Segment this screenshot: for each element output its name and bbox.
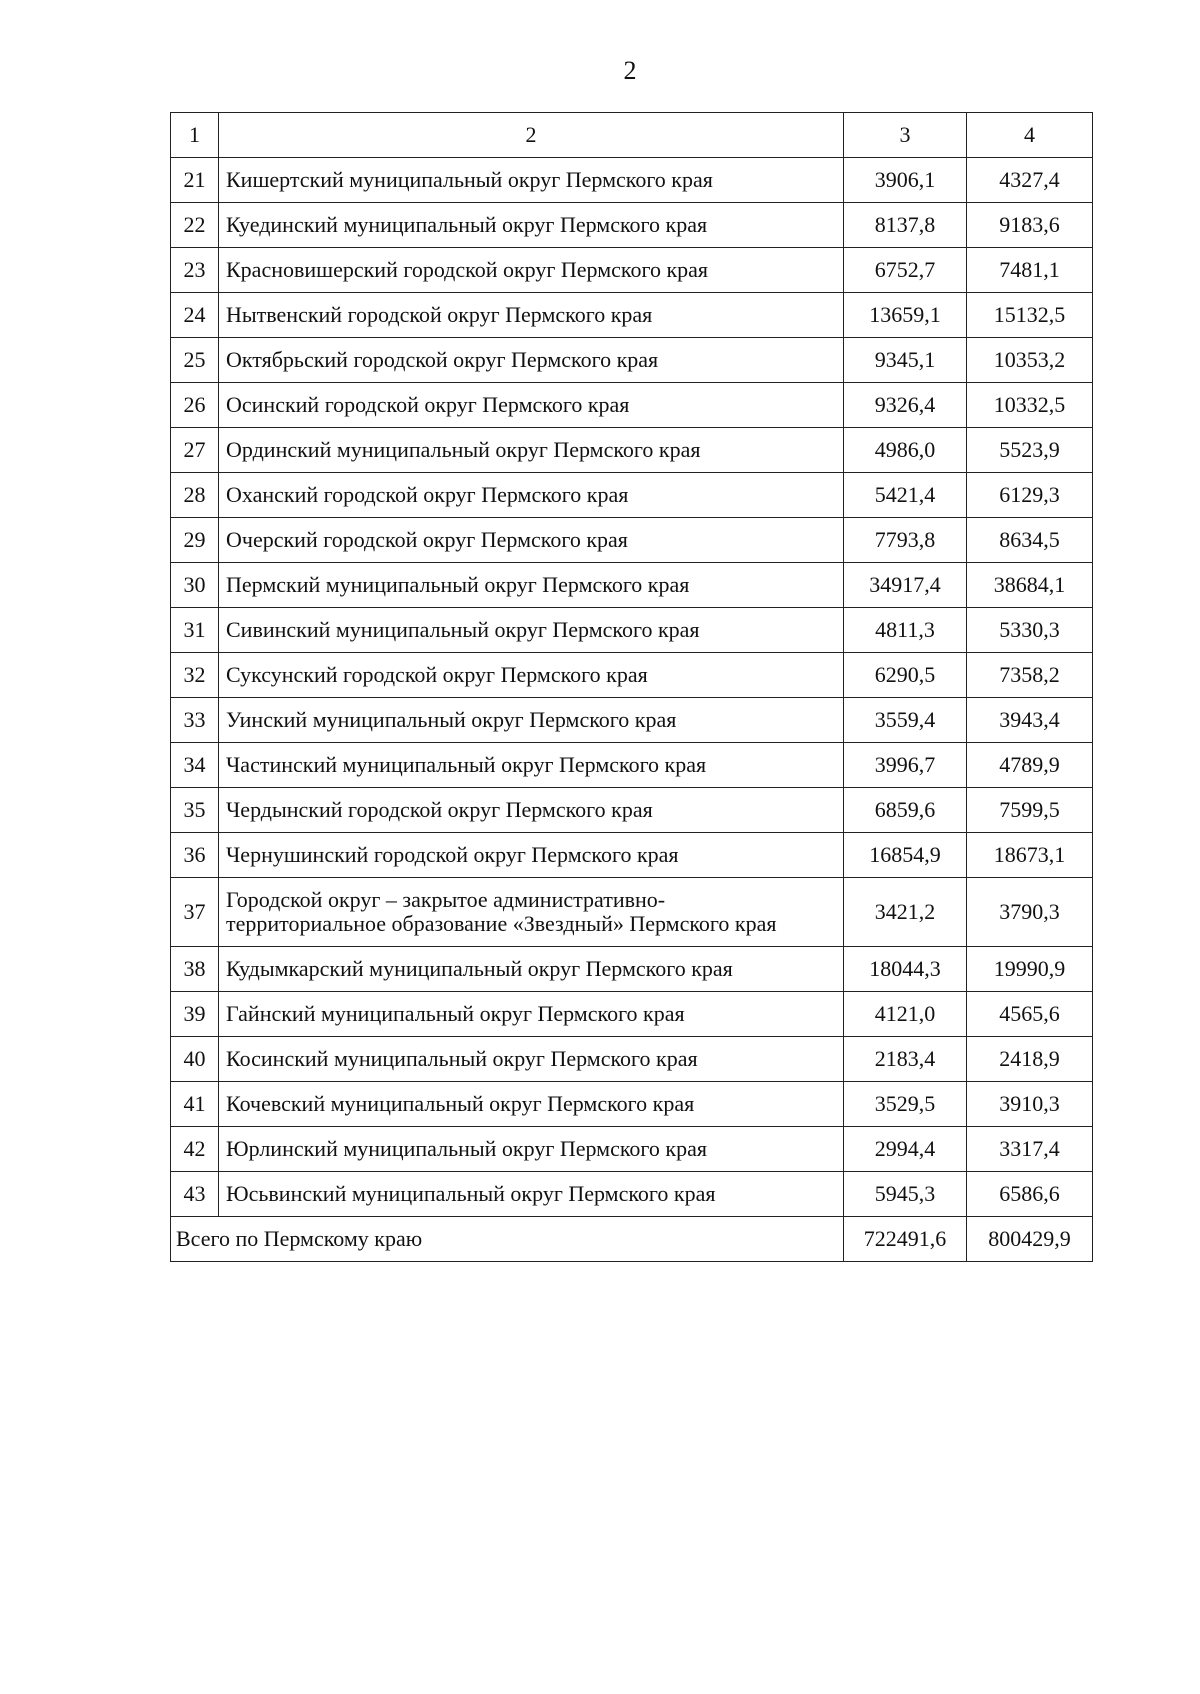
row-number: 42 [171,1127,219,1172]
municipality-name: Кудымкарский муниципальный округ Пермского края [219,947,844,992]
table-row [171,878,1093,947]
value-col4: 18673,1 [967,833,1093,878]
value-col3: 3996,7 [844,743,967,788]
table-row [171,518,1093,563]
municipality-name: Чернушинский городской округ Пермского края [219,833,844,878]
municipality-name: Октябрьский городской округ Пермского края [219,338,844,383]
municipality-name-line2: территориальное образование «Звездный» Пермского края [226,911,777,936]
value-col3: 7793,8 [844,518,967,563]
data-table [170,112,1093,1262]
row-number: 40 [171,1037,219,1082]
table-row [171,203,1093,248]
value-col3: 18044,3 [844,947,967,992]
value-col4: 7481,1 [967,248,1093,293]
municipality-name: Пермский муниципальный округ Пермского края [219,563,844,608]
row-number: 34 [171,743,219,788]
table-row [171,428,1093,473]
municipality-name: Нытвенский городской округ Пермского края [219,293,844,338]
row-number: 33 [171,698,219,743]
value-col3: 6752,7 [844,248,967,293]
row-number: 21 [171,158,219,203]
table-row [171,833,1093,878]
row-number: 32 [171,653,219,698]
row-number: 30 [171,563,219,608]
value-col3: 4986,0 [844,428,967,473]
municipality-name: Куединский муниципальный округ Пермского края [219,203,844,248]
value-col3: 16854,9 [844,833,967,878]
value-col4: 9183,6 [967,203,1093,248]
row-number: 24 [171,293,219,338]
value-col4: 7599,5 [967,788,1093,833]
municipality-name: Частинский муниципальный округ Пермского края [219,743,844,788]
table-row [171,608,1093,653]
table-row [171,947,1093,992]
value-col3: 3421,2 [844,878,967,947]
total-value-col4: 800429,9 [967,1217,1093,1262]
municipality-name: Гайнский муниципальный округ Пермского края [219,992,844,1037]
value-col3: 2994,4 [844,1127,967,1172]
table-row [171,473,1093,518]
value-col3: 3559,4 [844,698,967,743]
municipality-name: Кишертский муниципальный округ Пермского края [219,158,844,203]
row-number: 35 [171,788,219,833]
row-number: 39 [171,992,219,1037]
table-row [171,698,1093,743]
municipality-name: Косинский муниципальный округ Пермского края [219,1037,844,1082]
table-row [171,653,1093,698]
value-col4: 10332,5 [967,383,1093,428]
column-header: 1 [171,113,219,158]
column-header: 2 [219,113,844,158]
table-row [171,563,1093,608]
value-col3: 4811,3 [844,608,967,653]
value-col3: 4121,0 [844,992,967,1037]
value-col4: 3790,3 [967,878,1093,947]
value-col3: 6859,6 [844,788,967,833]
municipality-name: Оханский городской округ Пермского края [219,473,844,518]
table-row [171,158,1093,203]
municipality-name: Уинский муниципальный округ Пермского края [219,698,844,743]
value-col3: 2183,4 [844,1037,967,1082]
value-col3: 34917,4 [844,563,967,608]
value-col4: 4565,6 [967,992,1093,1037]
municipality-name: Сивинский муниципальный округ Пермского края [219,608,844,653]
table-row [171,248,1093,293]
data-table-container [170,112,1092,1262]
value-col3: 8137,8 [844,203,967,248]
municipality-name: Красновишерский городской округ Пермского края [219,248,844,293]
municipality-name: Ординский муниципальный округ Пермского края [219,428,844,473]
value-col4: 10353,2 [967,338,1093,383]
value-col3: 9326,4 [844,383,967,428]
table-row [171,1172,1093,1217]
value-col3: 5421,4 [844,473,967,518]
row-number: 37 [171,878,219,947]
value-col4: 4327,4 [967,158,1093,203]
table-row [171,743,1093,788]
table-row [171,383,1093,428]
total-label: Всего по Пермскому краю [171,1217,844,1262]
value-col4: 6129,3 [967,473,1093,518]
value-col4: 15132,5 [967,293,1093,338]
municipality-name: Осинский городской округ Пермского края [219,383,844,428]
row-number: 23 [171,248,219,293]
value-col4: 19990,9 [967,947,1093,992]
table-row [171,1082,1093,1127]
value-col3: 3906,1 [844,158,967,203]
table-row [171,788,1093,833]
value-col4: 3910,3 [967,1082,1093,1127]
table-row [171,293,1093,338]
value-col4: 6586,6 [967,1172,1093,1217]
value-col4: 5523,9 [967,428,1093,473]
table-row [171,992,1093,1037]
total-value-col3: 722491,6 [844,1217,967,1262]
municipality-name: Юсьвинский муниципальный округ Пермского края [219,1172,844,1217]
table-row [171,1127,1093,1172]
value-col3: 3529,5 [844,1082,967,1127]
value-col4: 7358,2 [967,653,1093,698]
value-col4: 3943,4 [967,698,1093,743]
value-col4: 2418,9 [967,1037,1093,1082]
row-number: 25 [171,338,219,383]
municipality-name [219,878,844,947]
value-col4: 38684,1 [967,563,1093,608]
municipality-name-line1: Городской округ – закрытое административно- [226,887,666,912]
value-col4: 4789,9 [967,743,1093,788]
row-number: 27 [171,428,219,473]
municipality-name: Кочевский муниципальный округ Пермского края [219,1082,844,1127]
row-number: 36 [171,833,219,878]
row-number: 22 [171,203,219,248]
value-col3: 13659,1 [844,293,967,338]
page-number: 2 [623,56,637,85]
row-number: 38 [171,947,219,992]
row-number: 43 [171,1172,219,1217]
table-row [171,1037,1093,1082]
column-header: 3 [844,113,967,158]
municipality-name: Очерский городской округ Пермского края [219,518,844,563]
row-number: 26 [171,383,219,428]
row-number: 29 [171,518,219,563]
value-col3: 6290,5 [844,653,967,698]
municipality-name: Чердынский городской округ Пермского края [219,788,844,833]
municipality-name: Суксунский городской округ Пермского края [219,653,844,698]
value-col3: 5945,3 [844,1172,967,1217]
total-row [171,1217,1093,1262]
row-number: 31 [171,608,219,653]
value-col3: 9345,1 [844,338,967,383]
row-number: 41 [171,1082,219,1127]
value-col4: 8634,5 [967,518,1093,563]
table-row [171,338,1093,383]
value-col4: 3317,4 [967,1127,1093,1172]
row-number: 28 [171,473,219,518]
municipality-name: Юрлинский муниципальный округ Пермского края [219,1127,844,1172]
column-header: 4 [967,113,1093,158]
value-col4: 5330,3 [967,608,1093,653]
table-header-row [171,113,1093,158]
